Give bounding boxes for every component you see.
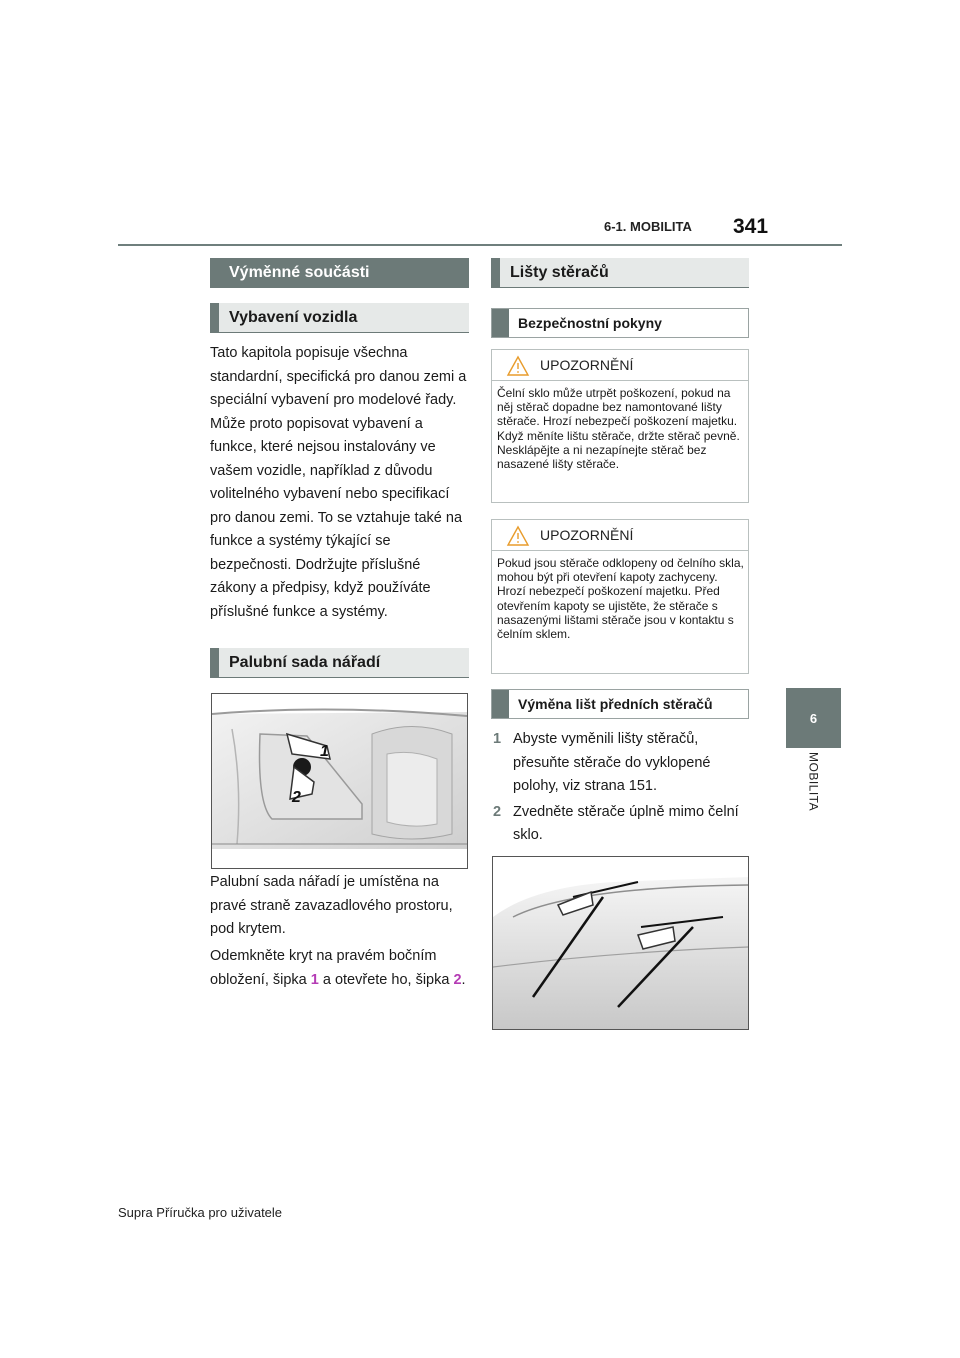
warning-2-label: UPOZORNĚNÍ	[540, 527, 634, 543]
warning-2-text: Pokud jsou stěrače odklopeny od čelního skla, mohou být při otevření kapoty zachyceny. Hrozí nebezpečí poškození majetku. Před otevřením kapoty se ujistěte, že stěrače s nasazenými lištami stěrače jsou v kontaktu s čelním sklem.	[497, 556, 744, 642]
arrow-label-2: 2	[292, 789, 301, 806]
arrow-ref-1: 1	[310, 971, 319, 988]
chapter-label: MOBILITA	[806, 752, 821, 812]
step-item: 1 Abyste vyměnili lišty stěračů, přesuňte stěrače do vyklopené polohy, viz strana 151.	[493, 731, 711, 794]
warning-triangle-icon	[506, 355, 530, 377]
trunk-tool-kit-figure	[211, 693, 468, 869]
wiper-figure	[492, 856, 749, 1030]
heading-vehicle-equipment: Vybavení vozidla	[210, 303, 469, 333]
section-title: 6-1. MOBILITA	[604, 219, 692, 234]
steps-list	[493, 728, 748, 848]
windshield-illustration	[493, 857, 748, 1029]
tool-kit-instruction: Odemkněte kryt na pravém bočním obložení, šipka 1 a otevřete ho, šipka 2.	[210, 948, 466, 988]
intro-paragraph: Tato kapitola popisuje všechna standardní, specifická pro danou zemi a speciální vybavení pro modelové řady. Může proto popisovat vybavení a funkce, které nejsou instalovány ve vašem vozidle, například z důvodu volitelného vybavení nebo specifikací pro danou zemi. To se vztahuje také na funkce a systémy týkající se bezpečnosti. Dodržujte příslušné zákony a předpisy, když používáte příslušné funkce a systémy.	[210, 345, 467, 620]
chapter-tab: 6	[786, 688, 841, 748]
header-rule	[118, 244, 842, 246]
trunk-illustration	[212, 694, 467, 868]
heading-onboard-tool-kit: Palubní sada nářadí	[210, 648, 469, 678]
arrow-label-1: 1	[320, 743, 329, 760]
arrow-ref-2: 2	[453, 971, 462, 988]
heading-wiper-blades: Lišty stěračů	[491, 258, 749, 288]
heading-replace-front-wipers: Výměna lišt předních stěračů	[491, 689, 749, 719]
heading-safety-notes: Bezpečnostní pokyny	[491, 308, 749, 338]
warning-box-2	[491, 519, 749, 674]
footer-text: Supra Příručka pro uživatele	[118, 1205, 283, 1220]
heading-replaceable-parts: Výměnné součásti	[210, 258, 469, 288]
warning-triangle-icon	[506, 525, 530, 547]
page-number: 341	[733, 215, 769, 238]
step-item: 2 Zvedněte stěrače úplně mimo čelní sklo.	[493, 803, 739, 843]
tool-kit-location-text: Palubní sada nářadí je umístěna na pravé straně zavazadlového prostoru, pod krytem.	[210, 874, 453, 937]
warning-1-label: UPOZORNĚNÍ	[540, 357, 634, 373]
warning-1-text: Čelní sklo může utrpět poškození, pokud na něj stěrač dopadne bez namontované lišty stěrače. Hrozí nebezpečí poškození majetku. Když měníte lištu stěrače, držte stěrač pevně. Nesklápějte a ni nezapínejte stěrač bez nasazené lišty stěrače.	[497, 386, 740, 472]
warning-box-1	[491, 349, 749, 503]
